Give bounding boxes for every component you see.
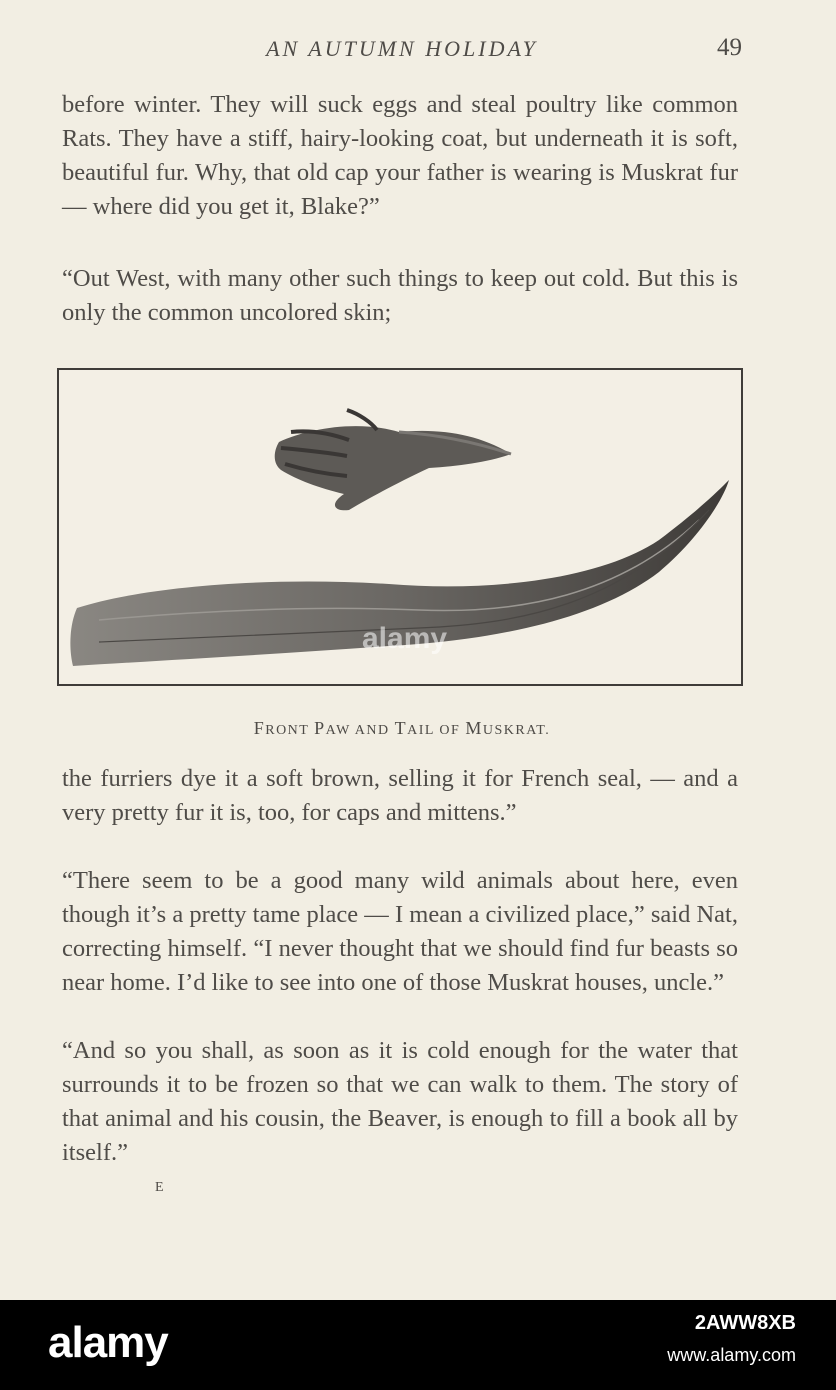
caption-part: M (465, 718, 483, 738)
caption-part: AW AND (325, 723, 395, 738)
caption-part: USKRAT. (482, 723, 551, 738)
paragraph-1: before winter. They will suck eggs and steal poultry like common Rats. They have a stiff, hairy-looking coat, but underneath it is soft, beautiful fur. Why, that old cap your father is wearing is Muskrat fur — where did you get it, Blake?” (62, 91, 738, 220)
figure-caption (62, 718, 742, 739)
paw-icon (275, 410, 511, 510)
paragraph-2: “Out West, with many other such things to keep out cold. But this is only the common uncolored skin; (62, 265, 738, 326)
signature-mark: E (155, 1180, 164, 1195)
caption-part: T (394, 718, 408, 738)
caption-part: AIL OF (407, 723, 466, 738)
paragraph-4: “There seem to be a good many wild animals about here, even though it’s a pretty tame place — I mean a civilized place,” said Nat, correcting himself. “I never thought that we should find fur beasts so near home. I’d like to see into one of those Muskrat houses, uncle.” (62, 867, 738, 996)
caption-part: P (314, 718, 326, 738)
page-header (62, 36, 742, 70)
paragraph-3: the furriers dye it a soft brown, selling it for French seal, — and a very pretty fur it is, too, for caps and mittens.” (62, 765, 738, 826)
caption-part: F (253, 718, 266, 738)
site-url: www.alamy.com (667, 1345, 796, 1365)
brand-logo: alamy (48, 1318, 168, 1367)
image-id: 2AWW8XB (694, 1312, 796, 1334)
caption-part: RONT (265, 723, 315, 738)
page-number: 49 (717, 34, 742, 61)
running-title: AN AUTUMN HOLIDAY (266, 36, 538, 61)
watermark-text: alamy (362, 622, 448, 655)
paragraph-5: “And so you shall, as soon as it is cold enough for the water that surrounds it to be frozen so that we can walk to them. The story of that animal and his cousin, the Beaver, is enough to fill a book all by itself.” (62, 1037, 738, 1166)
